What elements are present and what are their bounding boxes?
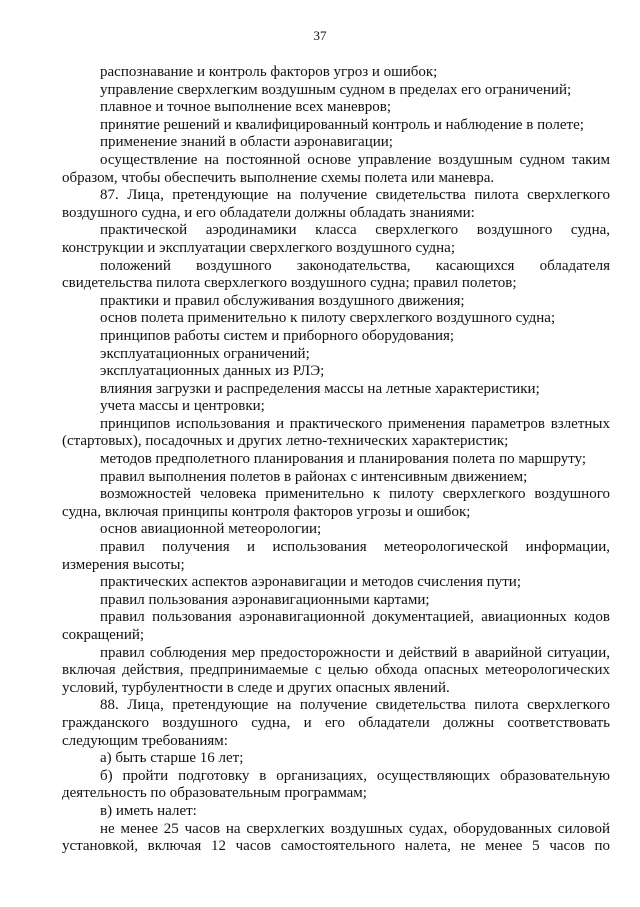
text-line: влияния загрузки и распределения массы на летные характеристики; — [100, 380, 540, 397]
text-line: положений воздушного законодательства, касающихся обладателя — [100, 257, 610, 274]
text-line: практических аспектов аэронавигации и методов счисления пути; — [100, 574, 521, 591]
text-line: в) иметь налет: — [100, 802, 197, 819]
text-line: правил соблюдения мер предосторожности и действий в аварийной ситуации, — [100, 644, 610, 661]
text-line: деятельность по образовательным программам; — [62, 785, 367, 802]
text-line: не менее 25 часов на сверхлегких воздушных судах, оборудованных силовой — [100, 820, 610, 837]
text-line: правил пользования аэронавигационными картами; — [100, 591, 430, 608]
text-line: управление сверхлегким воздушным судном в пределах его ограничений; — [100, 81, 572, 98]
text-line: включая действия, предпринимаемые с целью обхода опасных метеорологических — [62, 662, 610, 679]
text-line: распознавание и контроль факторов угроз и ошибок; — [100, 64, 438, 80]
text-line: образом, чтобы обеспечить выполнение схемы полета или маневра. — [62, 169, 495, 186]
text-line: правил выполнения полетов в районах с интенсивным движением; — [100, 468, 528, 485]
text-line: основ полета применительно к пилоту сверхлегкого воздушного судна; — [100, 310, 556, 327]
text-line: принципов использования и практического применения параметров взлетных — [100, 415, 610, 432]
text-line: практики и правил обслуживания воздушного движения; — [100, 292, 465, 309]
text-line: правил получения и использования метеорологической информации, — [100, 539, 610, 556]
text-line: эксплуатационных данных из РЛЭ; — [100, 363, 325, 380]
text-line: практической аэродинамики класса сверхлегкого воздушного судна, — [100, 222, 610, 239]
text-line: 88. Лица, претендующие на получение свидетельства пилота сверхлегкого — [100, 697, 610, 714]
text-line: методов предполетного планирования и планирования полета по маршруту; — [100, 451, 587, 468]
text-line: плавное и точное выполнение всех маневров; — [100, 99, 392, 116]
text-line: принятие решений и квалифицированный контроль и наблюдение в полете; — [100, 116, 584, 133]
text-line: судна, включая принципы контроля факторов угрозы и ошибок; — [62, 503, 471, 520]
text-line: правил пользования аэронавигационной документацией, авиационных кодов — [100, 609, 610, 626]
text-line: а) быть старше 16 лет; — [100, 750, 244, 767]
document-body — [62, 64, 610, 856]
text-line: эксплуатационных ограничений; — [100, 345, 310, 362]
text-line: осуществление на постоянной основе управление воздушным судном таким — [100, 151, 610, 168]
text-line: условий, турбулентности в следе и других опасных явлений. — [62, 679, 450, 696]
text-line: свидетельства пилота сверхлегкого воздушного судна; правил полетов; — [62, 275, 517, 292]
page-number: 37 — [313, 28, 327, 43]
text-line: 87. Лица, претендующие на получение свидетельства пилота сверхлегкого — [100, 187, 610, 204]
text-line: возможностей человека применительно к пилоту сверхлегкого воздушного — [100, 486, 610, 503]
text-line: учета массы и центровки; — [100, 398, 265, 415]
text-line: применение знаний в области аэронавигации; — [100, 134, 393, 151]
text-line: основ авиационной метеорологии; — [100, 521, 322, 538]
text-line: б) пройти подготовку в организациях, осуществляющих образовательную — [100, 767, 610, 784]
text-line: гражданского воздушного судна, и его обладатели должны соответствовать — [62, 714, 610, 731]
text-line: сокращений; — [62, 627, 145, 643]
text-line: воздушного судна, и его обладатели должны обладать знаниями: — [62, 204, 475, 221]
text-line: измерения высоты; — [62, 556, 185, 573]
text-line: конструкции и эксплуатации сверхлегкого воздушного судна; — [62, 239, 456, 256]
text-line: принципов работы систем и приборного оборудования; — [100, 327, 455, 344]
text-line: (стартовых), посадочных и других летно-технических характеристик; — [62, 433, 509, 450]
text-line: следующим требованиям: — [62, 732, 228, 749]
text-line: установкой, включая 12 часов самостоятельного налета, не менее 5 часов по — [62, 838, 610, 855]
